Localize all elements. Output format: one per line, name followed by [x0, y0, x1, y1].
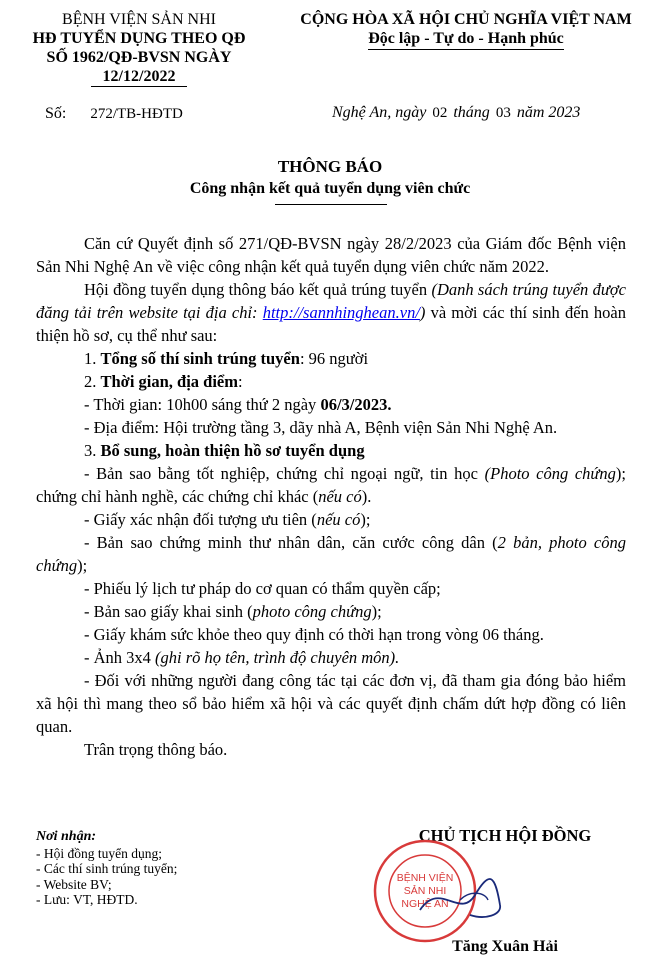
- signer-name: Tăng Xuân Hải: [452, 938, 558, 955]
- time-item: - Thời gian: 10h00 sáng thứ 2 ngày 06/3/2023.: [84, 395, 392, 414]
- doc-no-value: 272/TB-HĐTD: [90, 106, 183, 122]
- document-item: - Đối với những người đang công tác tại các đơn vị, đã tham gia đóng bảo hiểm xã hội thì mang theo sổ bảo hiểm xã hội và các quyết định chấm dứt hợp đồng có liên quan.: [36, 671, 626, 736]
- recipient-item: - Lưu: VT, HĐTD.: [36, 892, 138, 907]
- recipient-item: - Website BV;: [36, 876, 112, 892]
- section-total: 1. Tổng số thí sinh trúng tuyển: 96 người: [84, 349, 369, 368]
- month-value: 03: [495, 105, 511, 121]
- handwritten-signature: [400, 870, 520, 930]
- place-date: [332, 104, 580, 122]
- stamp-line: BỆNH VIỆN: [396, 872, 454, 884]
- document-title: THÔNG BÁO: [277, 157, 383, 176]
- issuing-org-block: [14, 10, 264, 87]
- council-date: 12/12/2022: [91, 67, 188, 87]
- document-body: [36, 232, 626, 761]
- month-label: tháng: [453, 104, 490, 121]
- national-motto: Độc lập - Tự do - Hạnh phúc: [368, 29, 564, 50]
- document-item: - Phiếu lý lịch tư pháp do cơ quan có thẩm quyền cấp;: [84, 579, 441, 598]
- section-time-place: 2. Thời gian, địa điểm:: [84, 372, 243, 391]
- paragraph-legal-basis: Căn cứ Quyết định số 271/QĐ-BVSN ngày 28/2/2023 của Giám đốc Bệnh viện Sản Nhi Nghệ An về việc công nhận kết quả tuyển dụng viên chức năm 2022.: [36, 234, 626, 276]
- recipient-item: - Hội đồng tuyển dụng;: [36, 845, 162, 861]
- document-number: [45, 105, 183, 123]
- nation-name: CỘNG HÒA XÃ HỘI CHỦ NGHĨA VIỆT NAM: [300, 11, 632, 28]
- document-item: - Ảnh 3x4 (ghi rõ họ tên, trình độ chuyên môn).: [84, 648, 400, 667]
- document-item: - Giấy xác nhận đối tượng ưu tiên (nếu có);: [84, 510, 371, 529]
- recipients-block: [36, 829, 276, 908]
- recipient-item: - Các thí sinh trúng tuyển;: [36, 861, 178, 876]
- year-label: năm 2023: [516, 104, 581, 121]
- day-value: 02: [432, 105, 448, 121]
- doc-no-label: Số:: [45, 105, 67, 122]
- council-line-2: SỐ 1962/QĐ-BVSN NGÀY: [46, 49, 232, 66]
- org-name: BỆNH VIỆN SẢN NHI: [62, 11, 216, 28]
- document-subtitle: Công nhận kết quả tuyển dụng viên chức: [189, 180, 471, 197]
- place-prefix: Nghệ An, ngày: [332, 104, 427, 121]
- document-item: - Bản sao giấy khai sinh (photo công chứng);: [84, 602, 382, 621]
- stamp-line: NGHỆ AN: [401, 898, 449, 910]
- national-header: [276, 10, 656, 50]
- title-divider: [275, 204, 387, 205]
- website-link[interactable]: http://sannhinghean.vn/: [262, 303, 420, 322]
- paragraph-announcement: Hội đồng tuyển dụng thông báo kết quả trúng tuyển (Danh sách trúng tuyển được đăng tải trên website tại địa chỉ: http://sannhinghean.vn/) và mời các thí sinh đến hoàn thiện hồ sơ, cụ thể như sau:: [36, 280, 626, 345]
- document-item: - Bản sao bằng tốt nghiệp, chứng chỉ ngoại ngữ, tin học (Photo công chứng); chứng chỉ hành nghề, các chứng chỉ khác (nếu có).: [36, 464, 627, 506]
- document-item: - Giấy khám sức khỏe theo quy định có thời hạn trong vòng 06 tháng.: [84, 625, 544, 644]
- recipients-heading: Nơi nhận:: [36, 829, 97, 844]
- document-item: - Bản sao chứng minh thư nhân dân, căn cước công dân (2 bản, photo công chứng);: [36, 533, 626, 575]
- section-documents: 3. Bổ sung, hoàn thiện hồ sơ tuyển dụng: [84, 441, 365, 460]
- place-item: - Địa điểm: Hội trường tầng 3, dãy nhà A, Bệnh viện Sản Nhi Nghệ An.: [84, 418, 558, 437]
- stamp-line: SẢN NHI: [403, 885, 447, 897]
- council-line-1: HĐ TUYỂN DỤNG THEO QĐ: [32, 30, 246, 47]
- signer-role: CHỦ TỊCH HỘI ĐỒNG: [418, 826, 592, 845]
- closing-line: Trân trọng thông báo.: [84, 740, 228, 759]
